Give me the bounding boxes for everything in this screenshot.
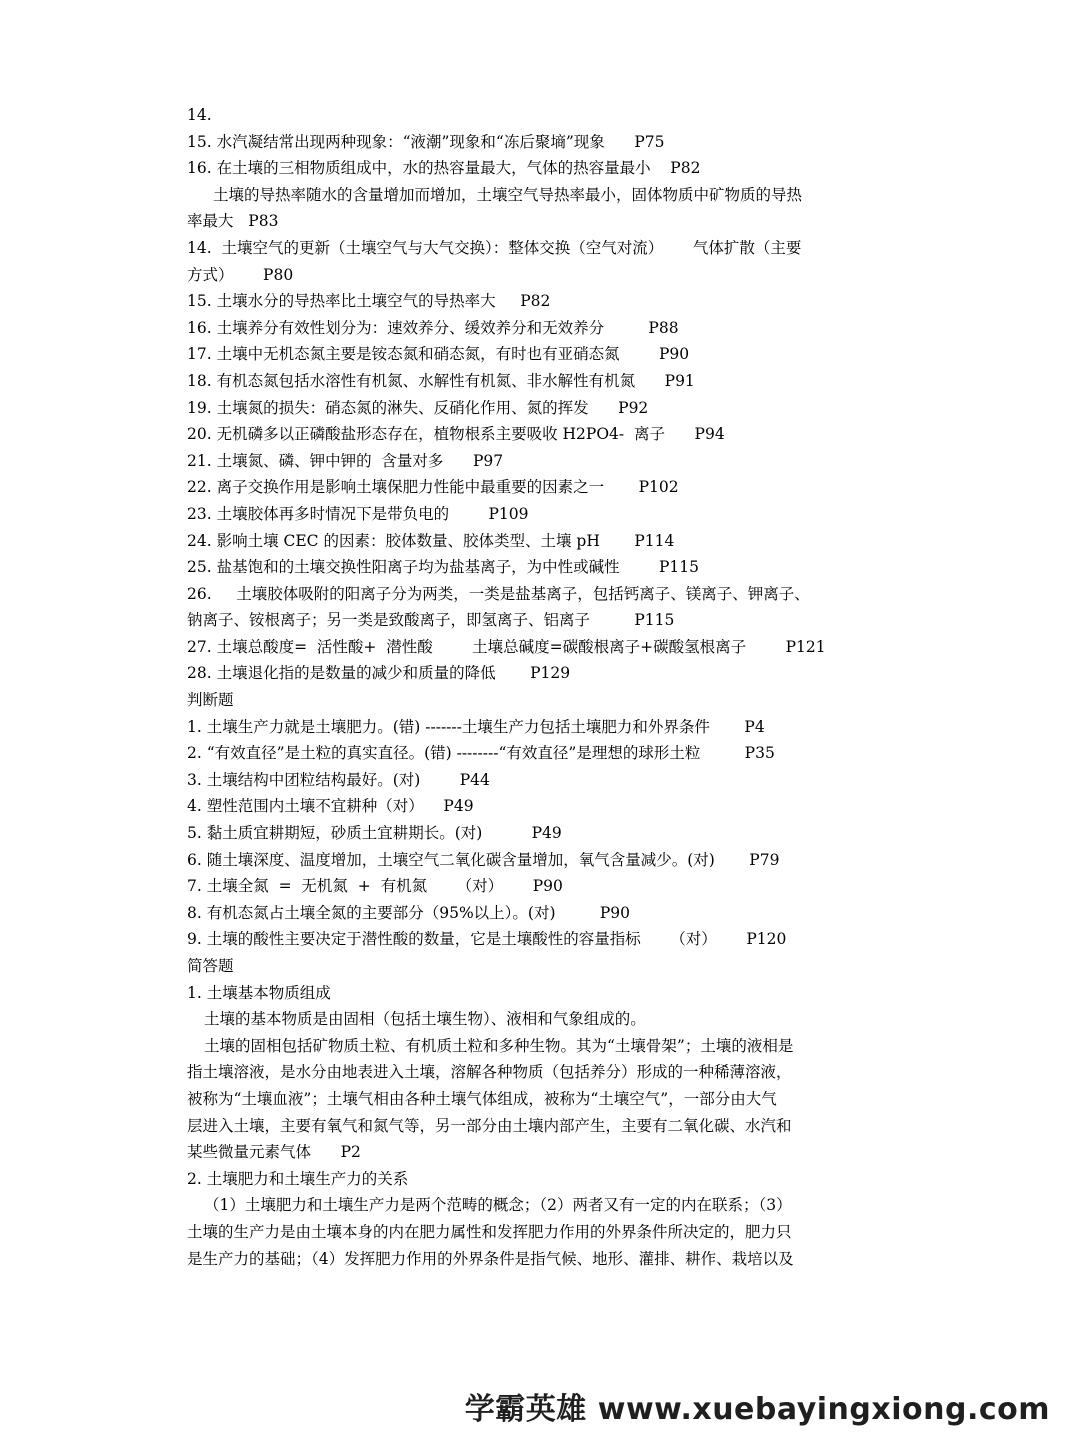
text-line: 土壤的基本物质是由固相（包括土壤生物）、液相和气象组成的。 <box>204 1010 646 1029</box>
text-line: 21. 土壤氮、磷、钾中钾的 含量对多 P97 <box>187 451 504 470</box>
text-line: 14. 土壤空气的更新（土壤空气与大气交换）：整体交换（空气对流） 气体扩散（主要 <box>187 238 802 257</box>
text-line: 7. 土壤全氮 = 无机氮 + 有机氮 （对） P90 <box>187 877 563 896</box>
text-line: 率最大 P83 <box>187 212 279 231</box>
text-line: 被称为“土壤血液”；土壤气相由各种土壤气体组成，被称为“土壤空气”，一部分由大气 <box>187 1089 777 1108</box>
text-line: 指土壤溶液，是水分由地表进入土壤，溶解各种物质（包括养分）形成的一种稀薄溶液， <box>187 1063 792 1082</box>
text-line: 25. 盐基饱和的土壤交换性阳离子均为盐基离子，为中性或碱性 P115 <box>187 558 700 577</box>
text-line: 3. 土壤结构中团粒结构最好。(对) P44 <box>187 770 490 789</box>
text-line: 某些微量元素气体 P2 <box>187 1143 361 1162</box>
section-heading: 判断题 <box>187 691 234 710</box>
text-line: 16. 在土壤的三相物质组成中，水的热容量最大，气体的热容量最小 P82 <box>187 159 701 178</box>
text-line: 24. 影响土壤 CEC 的因素：胶体数量、胶体类型、土壤 pH P114 <box>187 531 675 550</box>
text-line: 23. 土壤胶体再多时情况下是带负电的 P109 <box>187 504 529 523</box>
text-line: 2. 土壤肥力和土壤生产力的关系 <box>187 1169 409 1188</box>
text-line: 是生产力的基础；（4）发挥肥力作用的外界条件是指气候、地形、灌排、耕作、栽培以及 <box>187 1249 794 1268</box>
text-line: 1. 土壤生产力就是土壤肥力。(错) -------土壤生产力包括土壤肥力和外界条件 P4 <box>187 717 765 736</box>
text-line: 土壤的生产力是由土壤本身的内在肥力属性和发挥肥力作用的外界条件所决定的，肥力只 <box>187 1222 792 1241</box>
text-line: 28. 土壤退化指的是数量的减少和质量的降低 P129 <box>187 664 571 683</box>
text-line: 20. 无机磷多以正磷酸盐形态存在，植物根系主要吸收 H2PO4- 离子 P94 <box>187 425 725 444</box>
text-line: 22. 离子交换作用是影响土壤保肥力性能中最重要的因素之一 P102 <box>187 478 679 497</box>
text-line: 27. 土壤总酸度= 活性酸+ 潜性酸 土壤总碱度=碳酸根离子+碳酸氢根离子 P121 <box>187 637 826 656</box>
text-line: 6. 随土壤深度、温度增加，土壤空气二氧化碳含量增加，氧气含量减少。(对) P79 <box>187 850 780 869</box>
text-line: 2. “有效直径”是土粒的真实直径。(错) --------“有效直径”是理想的球形土粒 P35 <box>187 744 775 763</box>
text-line: 17. 土壤中无机态氮主要是铵态氮和硝态氮，有时也有亚硝态氮 P90 <box>187 345 690 364</box>
text-line: 钠离子、铵根离子；另一类是致酸离子，即氢离子、铝离子 P115 <box>187 611 675 630</box>
text-line: 9. 土壤的酸性主要决定于潜性酸的数量，它是土壤酸性的容量指标 （对） P120 <box>187 930 787 949</box>
text-line: （1）土壤肥力和土壤生产力是两个范畴的概念；（2）两者又有一定的内在联系；（3） <box>204 1196 792 1215</box>
text-line: 层进入土壤，主要有氧气和氮气等，另一部分由土壤内部产生，主要有二氧化碳、水汽和 <box>187 1116 792 1135</box>
section-heading: 简答题 <box>187 957 234 975</box>
text-line: 18. 有机态氮包括水溶性有机氮、水解性有机氮、非水解性有机氮 P91 <box>187 371 695 390</box>
text-line: 19. 土壤氮的损失：硝态氮的淋失、反硝化作用、氮的挥发 P92 <box>187 398 649 417</box>
text-line: 4. 塑性范围内土壤不宜耕种（对） P49 <box>187 797 474 816</box>
text-line: 土壤的导热率随水的含量增加而增加，土壤空气导热率最小，固体物质中矿物质的导热 <box>213 185 803 204</box>
text-line: 26. 土壤胶体吸附的阳离子分为两类，一类是盐基离子，包括钙离子、镁离子、钾离子、 <box>187 584 810 603</box>
text-line: 5. 黏土质宜耕期短，砂质土宜耕期长。(对) P49 <box>187 824 562 843</box>
text-line: 15. 土壤水分的导热率比土壤空气的导热率大 P82 <box>187 292 551 311</box>
text-line: 16. 土壤养分有效性划分为：速效养分、缓效养分和无效养分 P88 <box>187 318 679 337</box>
text-line: 土壤的固相包括矿物质土粒、有机质土粒和多种生物。其为“土壤骨架”；土壤的液相是 <box>204 1036 794 1055</box>
text-line: 15. 水汽凝结常出现两种现象：“液潮”现象和“冻后聚墒”现象 P75 <box>187 132 665 151</box>
watermark: 学霸英雄 www.xuebayingxiong.com <box>464 1392 1050 1427</box>
text-line: 8. 有机态氮占土壤全氮的主要部分（95%以上）。(对) P90 <box>187 903 631 922</box>
text-line: 14. <box>187 106 212 124</box>
text-line: 1. 土壤基本物质组成 <box>187 983 331 1002</box>
document-page <box>187 102 897 1272</box>
text-line: 方式） P80 <box>187 265 294 284</box>
